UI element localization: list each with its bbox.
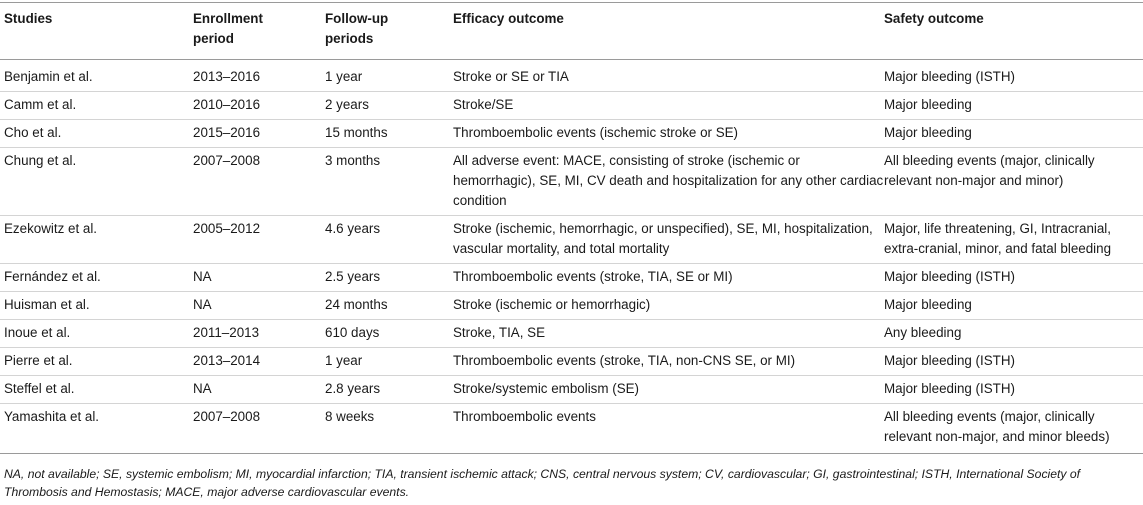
- study-cell: Steffel et al.: [0, 376, 193, 404]
- table-row: [0, 120, 1143, 148]
- study-cell: Cho et al.: [0, 120, 193, 148]
- enrollment-period-cell: 2015–2016: [193, 120, 325, 148]
- header-row: [0, 3, 1143, 60]
- study-cell: Camm et al.: [0, 92, 193, 120]
- enrollment-period-cell: 2007–2008: [193, 404, 325, 454]
- safety-outcome-cell: Major, life threatening, GI, Intracranial, extra-cranial, minor, and fatal bleeding: [884, 216, 1143, 264]
- header-line: Follow-up periods: [325, 11, 389, 46]
- follow-up-cell: 2 years: [325, 92, 453, 120]
- study-cell: Yamashita et al.: [0, 404, 193, 454]
- safety-outcome-cell: Major bleeding (ISTH): [884, 264, 1143, 292]
- table-row: [0, 292, 1143, 320]
- table-body: [0, 60, 1143, 454]
- safety-outcome-cell: All bleeding events (major, clinically relevant non-major, and minor bleeds): [884, 404, 1143, 454]
- safety-outcome-cell: Major bleeding (ISTH): [884, 348, 1143, 376]
- efficacy-outcome-cell: Thromboembolic events (ischemic stroke or SE): [453, 120, 884, 148]
- follow-up-cell: 24 months: [325, 292, 453, 320]
- enrollment-period-cell: 2013–2014: [193, 348, 325, 376]
- header-line: Enrollment period: [193, 11, 263, 46]
- table-row: [0, 60, 1143, 92]
- efficacy-outcome-cell: Stroke or SE or TIA: [453, 60, 884, 92]
- follow-up-cell: 3 months: [325, 148, 453, 216]
- safety-outcome-cell: Major bleeding: [884, 292, 1143, 320]
- study-cell: Benjamin et al.: [0, 60, 193, 92]
- enrollment-period-cell: 2011–2013: [193, 320, 325, 348]
- study-cell: Fernández et al.: [0, 264, 193, 292]
- col-header-enrollment-period: [193, 3, 325, 60]
- col-header-follow-up-periods: [325, 3, 453, 60]
- safety-outcome-cell: Any bleeding: [884, 320, 1143, 348]
- col-header-efficacy-outcome: Efficacy outcome: [453, 3, 884, 60]
- enrollment-period-cell: 2013–2016: [193, 60, 325, 92]
- follow-up-cell: 2.8 years: [325, 376, 453, 404]
- efficacy-outcome-cell: Stroke (ischemic or hemorrhagic): [453, 292, 884, 320]
- efficacy-outcome-cell: Stroke/SE: [453, 92, 884, 120]
- enrollment-period-cell: 2005–2012: [193, 216, 325, 264]
- enrollment-period-cell: NA: [193, 292, 325, 320]
- follow-up-cell: 1 year: [325, 60, 453, 92]
- efficacy-outcome-cell: Thromboembolic events (stroke, TIA, non-CNS SE, or MI): [453, 348, 884, 376]
- table-row: [0, 148, 1143, 216]
- safety-outcome-cell: Major bleeding: [884, 92, 1143, 120]
- follow-up-cell: 15 months: [325, 120, 453, 148]
- follow-up-cell: 8 weeks: [325, 404, 453, 454]
- outcomes-table: [0, 2, 1143, 454]
- enrollment-period-cell: 2007–2008: [193, 148, 325, 216]
- efficacy-outcome-cell: Thromboembolic events (stroke, TIA, SE or MI): [453, 264, 884, 292]
- safety-outcome-cell: All bleeding events (major, clinically relevant non-major and minor): [884, 148, 1143, 216]
- study-cell: Chung et al.: [0, 148, 193, 216]
- efficacy-outcome-cell: Thromboembolic events: [453, 404, 884, 454]
- table-row: [0, 264, 1143, 292]
- efficacy-outcome-cell: Stroke (ischemic, hemorrhagic, or unspecified), SE, MI, hospitalization, vascular mortality, and total mortality: [453, 216, 884, 264]
- study-cell: Inoue et al.: [0, 320, 193, 348]
- study-cell: Huisman et al.: [0, 292, 193, 320]
- safety-outcome-cell: Major bleeding: [884, 120, 1143, 148]
- follow-up-cell: 4.6 years: [325, 216, 453, 264]
- enrollment-period-cell: NA: [193, 264, 325, 292]
- table-row: [0, 320, 1143, 348]
- follow-up-cell: 1 year: [325, 348, 453, 376]
- table-row: [0, 376, 1143, 404]
- col-header-studies: Studies: [0, 3, 193, 60]
- efficacy-outcome-cell: Stroke, TIA, SE: [453, 320, 884, 348]
- table-row: [0, 348, 1143, 376]
- follow-up-cell: 610 days: [325, 320, 453, 348]
- safety-outcome-cell: Major bleeding (ISTH): [884, 60, 1143, 92]
- table-row: [0, 216, 1143, 264]
- study-cell: Ezekowitz et al.: [0, 216, 193, 264]
- enrollment-period-cell: NA: [193, 376, 325, 404]
- safety-outcome-cell: Major bleeding (ISTH): [884, 376, 1143, 404]
- table-row: [0, 92, 1143, 120]
- table-row: [0, 404, 1143, 454]
- study-cell: Pierre et al.: [0, 348, 193, 376]
- efficacy-outcome-cell: All adverse event: MACE, consisting of stroke (ischemic or hemorrhagic), SE, MI, CV death and hospitalization for any other cardiac condition: [453, 148, 884, 216]
- enrollment-period-cell: 2010–2016: [193, 92, 325, 120]
- efficacy-outcome-cell: Stroke/systemic embolism (SE): [453, 376, 884, 404]
- table-footnote: NA, not available; SE, systemic embolism; MI, myocardial infarction; TIA, transient ischemic attack; CNS, central nervous system; CV, cardiovascular; GI, gastrointestinal; ISTH, International Society of Thrombosis and Hemostasis; MACE, major adverse cardiovascular events.: [4, 467, 1081, 499]
- col-header-safety-outcome: Safety outcome: [884, 3, 1143, 60]
- follow-up-cell: 2.5 years: [325, 264, 453, 292]
